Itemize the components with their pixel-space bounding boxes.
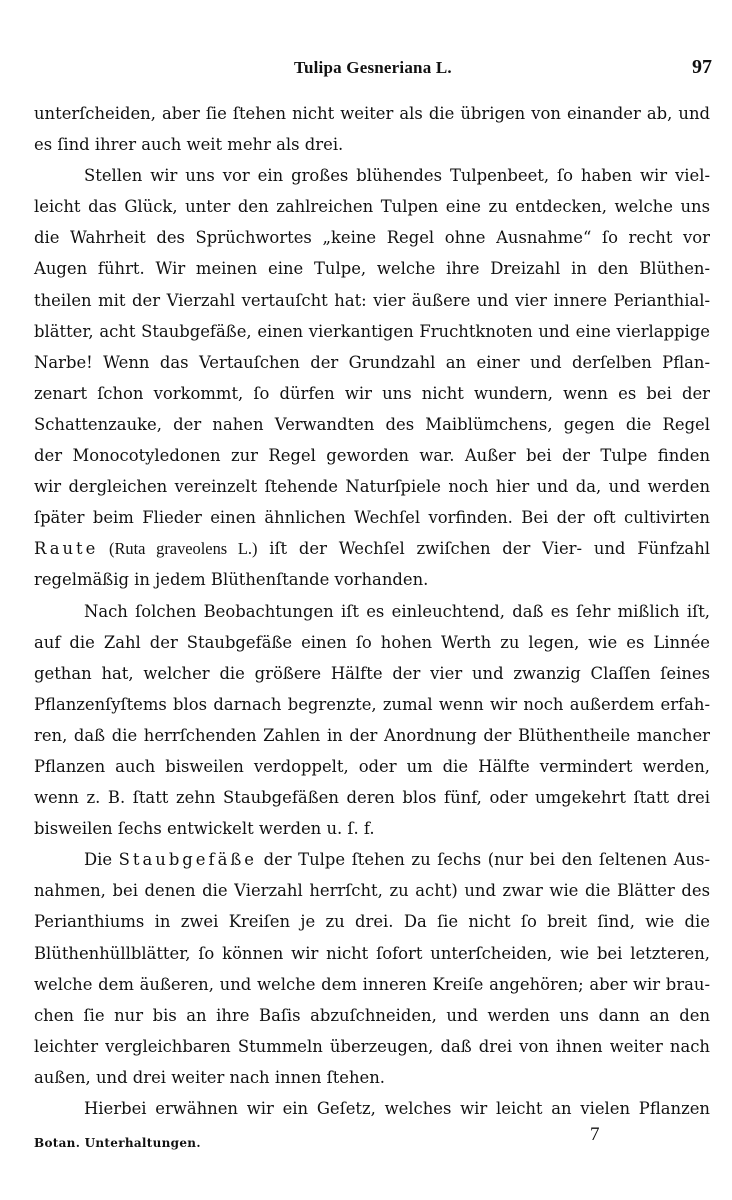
text-line: blätter, acht Staubgefäße, einen vierkantigen Fruchtknoten und eine vierlappige [34, 321, 710, 341]
text-line: ſpäter beim Flieder einen ähnlichen Wechſel vorfinden. Bei der oft cultivirten [34, 508, 710, 528]
text-line: es ſind ihrer auch weit mehr als drei. [34, 135, 344, 155]
text-line: chen ſie nur bis an ihre Baſis abzuſchneiden, und werden uns dann an den [34, 1005, 710, 1025]
text-line: leichter vergleichbaren Stummeln überzeugen, daß drei von ihnen weiter nach [34, 1036, 710, 1056]
running-head [0, 58, 732, 84]
text-line: nahmen, bei denen die Vierzahl herrſcht, zu acht) und zwar wie die Blätter des [34, 881, 710, 901]
text-line: wir dergleichen vereinzelt ſtehende Naturſpiele noch hier und da, und werden [34, 477, 710, 497]
latin-name: (Ruta graveolens L.) [98, 539, 258, 559]
text-line: welche dem äußeren, und welche dem inneren Kreiſe angehören; aber wir brau- [34, 974, 710, 994]
text-line: Blüthenhüllblätter, ſo können wir nicht ſofort unterſcheiden, wie bei letzteren, [34, 943, 710, 963]
text-line: Narbe! Wenn das Vertauſchen der Grundzahl an einer und derſelben Pflan- [34, 352, 710, 372]
text-line: leicht das Glück, unter den zahlreichen Tulpen eine zu entdecken, welche uns [34, 197, 710, 217]
text-line: Pflanzenſyſtems blos darnach begrenzte, zumal wenn wir noch außerdem erfah- [34, 694, 710, 714]
text-line: Perianthiums in zwei Kreiſen je zu drei. Da ſie nicht ſo breit ſind, wie die [34, 912, 710, 932]
text-line: regelmäßig in jedem Blüthenſtande vorhanden. [34, 570, 429, 590]
spaced-word: Staubgefäße [118, 850, 257, 870]
text-fragment: der Tulpe ſtehen zu ſechs (nur bei den ſeltenen Aus- [257, 850, 710, 870]
text-line: Nach ſolchen Beobachtungen iſt es einleuchtend, daß es ſehr mißlich iſt, [84, 601, 710, 621]
text-line: Hierbei erwähnen wir ein Geſetz, welches wir leicht an vielen Pflanzen [84, 1099, 710, 1118]
text-line: Augen führt. Wir meinen eine Tulpe, welche ihre Dreizahl in den Blüthen- [34, 259, 710, 279]
signature-mark: 7 [590, 1124, 600, 1145]
text-line [34, 533, 710, 564]
text-line: der Monocotyledonen zur Regel geworden war. Außer bei der Tulpe finden [34, 446, 710, 466]
text-line: Schattenzauke, der nahen Verwandten des Maiblümchens, gegen die Regel [34, 414, 710, 434]
printer-signature: Botan. Unterhaltungen. [34, 1136, 201, 1150]
text-line: Pflanzen auch bisweilen verdoppelt, oder um die Hälfte vermindert werden, [34, 756, 710, 776]
page-number: 97 [692, 56, 712, 78]
page-footer [0, 1124, 732, 1154]
running-title: Tulipa Gesneriana L. [294, 58, 452, 77]
text-fragment: Die [84, 850, 119, 870]
text-line: Stellen wir uns vor ein großes blühendes Tulpenbeet, ſo haben wir viel- [84, 166, 710, 186]
text-line: unterſcheiden, aber ſie ſtehen nicht weiter als die übrigen von einander ab, und [34, 104, 710, 123]
text-line: wenn z. B. ſtatt zehn Staubgefäßen deren blos fünf, oder umgekehrt ſtatt drei [34, 788, 710, 808]
text-line: gethan hat, welcher die größere Hälfte der vier und zwanzig Claſſen ſeines [34, 663, 710, 683]
text-line [34, 844, 710, 875]
text-line: auf die Zahl der Staubgefäße einen ſo hohen Werth zu legen, wie es Linnée [34, 632, 710, 652]
text-line: außen, und drei weiter nach innen ſtehen. [34, 1067, 386, 1087]
body-text [34, 98, 710, 1124]
text-line: bisweilen ſechs entwickelt werden u. ſ. f. [34, 819, 375, 839]
text-line: die Wahrheit des Sprüchwortes „keine Regel ohne Ausnahme“ ſo recht vor [34, 228, 710, 248]
text-line: zenart ſchon vorkommt, ſo dürfen wir uns nicht wundern, wenn es bei der [34, 383, 710, 403]
text-fragment: iſt der Wechſel zwiſchen der Vier- und Fünfzahl [257, 539, 710, 559]
spaced-word: Raute [34, 539, 99, 559]
text-line: theilen mit der Vierzahl vertauſcht hat: vier äußere und vier innere Perianthial- [34, 290, 710, 310]
text-line: ren, daß die herrſchenden Zahlen in der Anordnung der Blüthentheile mancher [34, 725, 710, 745]
